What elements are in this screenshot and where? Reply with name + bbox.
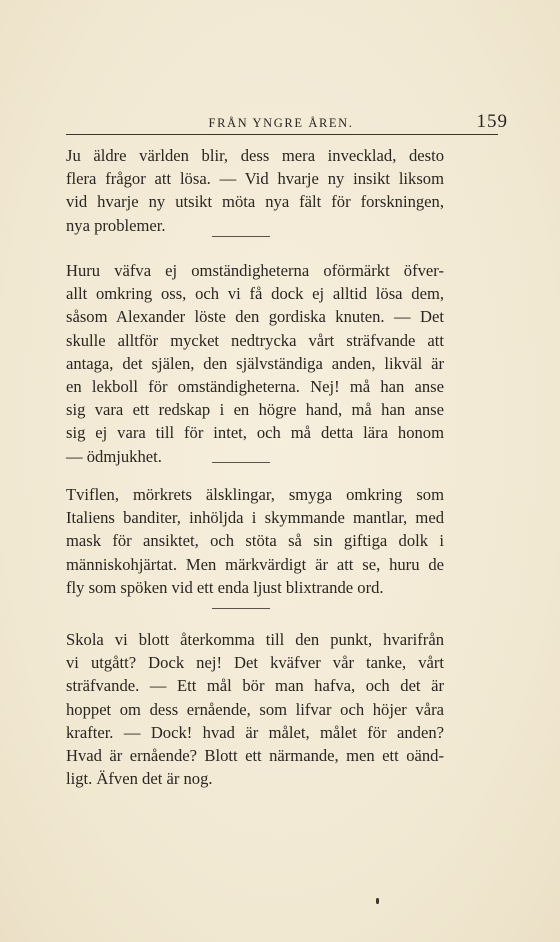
text-line: Huru väfva ej omständigheterna oförmärkt öfver-	[66, 261, 444, 280]
text-line: sig ej vara till för intet, och må detta lära honom	[66, 423, 444, 443]
text-line: sig vara ett redskap i en högre hand, må han anse	[66, 400, 444, 420]
text-line: flera frågor att lösa. — Vid hvarje ny insikt liksom	[66, 169, 444, 189]
text-line: nya problemer.	[66, 215, 166, 235]
text-line: fly som spöken vid ett enda ljust blixtrande ord.	[66, 577, 384, 597]
text-line: — ödmjukhet.	[66, 446, 162, 466]
running-head	[66, 111, 508, 135]
text-line: vi utgått? Dock nej! Det kväfver vår tanke, vårt	[66, 653, 444, 673]
paragraph-1	[66, 144, 444, 237]
text-line: vid hvarje ny utsikt möta nya fält för forskningen,	[66, 192, 444, 212]
text-line: en lekboll för omständigheterna. Nej! må han anse	[66, 377, 444, 397]
text-line: människohjärtat. Men märkvärdigt är att se, huru de	[66, 554, 444, 574]
text-line: såsom Alexander löste den gordiska knuten. — Det	[66, 307, 444, 327]
text-line: krafter. — Dock! hvad är målet, målet för anden?	[66, 722, 444, 742]
section-divider	[212, 462, 270, 463]
text-line: Tviflen, mörkrets älsklingar, smyga omkring som	[66, 485, 444, 504]
text-line: allt omkring oss, och vi få dock ej alltid lösa dem,	[66, 284, 444, 304]
text-line: antaga, det själen, den självständiga anden, likväl är	[66, 353, 444, 373]
text-line: skulle alltför mycket nedtrycka vårt sträfvande att	[66, 330, 444, 350]
paragraph-2	[66, 259, 444, 468]
section-divider	[212, 236, 270, 237]
section-divider	[212, 608, 270, 609]
text-line: ligt. Äfven det är nog.	[66, 769, 213, 789]
text-line: hoppet om dess ernående, som lifvar och höjer våra	[66, 699, 444, 719]
text-line: Italiens banditer, inhöljda i skymmande mantlar, med	[66, 508, 444, 528]
text-line: Ju äldre världen blir, dess mera invecklad, desto	[66, 146, 444, 165]
text-line: Skola vi blott återkomma till den punkt, hvarifrån	[66, 630, 444, 649]
running-title: FRÅN YNGRE ÅREN.	[208, 116, 354, 130]
paragraph-4	[66, 628, 444, 790]
text-line: mask för ansiktet, och stöta så sin giftiga dolk i	[66, 531, 444, 551]
text-line: sträfvande. — Ett mål bör man hafva, och det är	[66, 676, 444, 696]
text-line: Hvad är ernående? Blott ett närmande, men ett oänd-	[66, 746, 444, 766]
header-rule	[66, 134, 498, 135]
page-number: 159	[476, 111, 508, 132]
ink-speck	[376, 898, 379, 904]
paragraph-3	[66, 483, 444, 599]
